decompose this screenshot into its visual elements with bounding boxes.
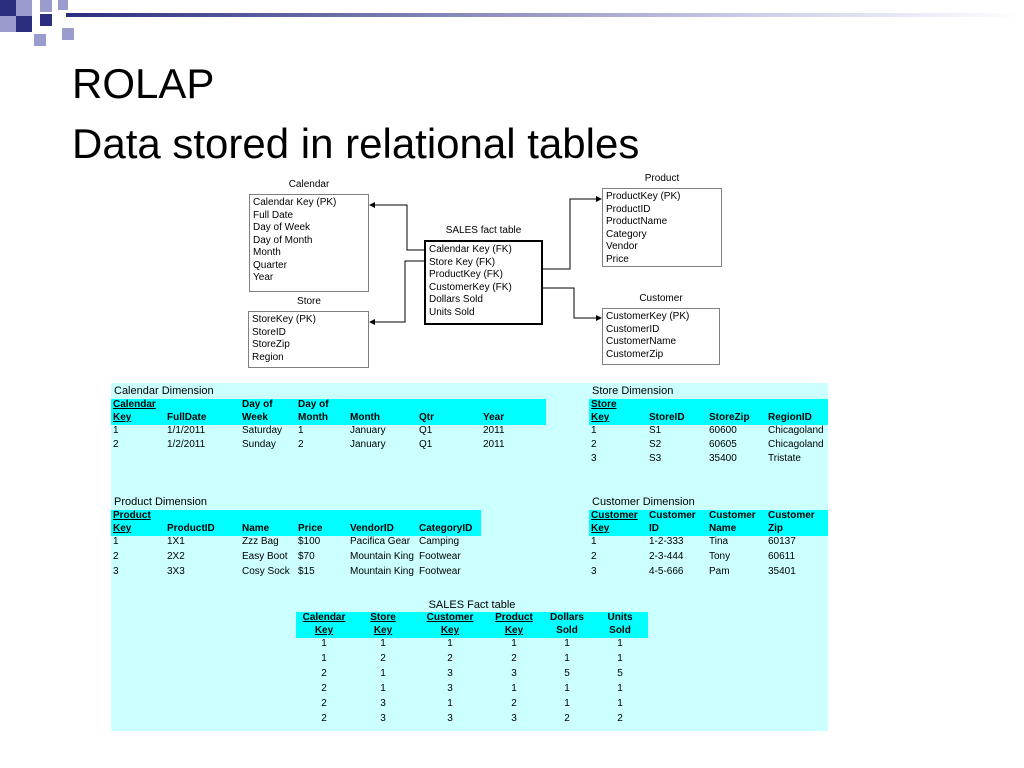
fact-field: Dollars Sold [429,294,483,305]
table-cell: Tristate [768,453,801,464]
table-cell: 1 [617,698,623,709]
table-cell: S1 [649,425,662,436]
table-cell: 2 [617,713,623,724]
column-header [707,399,766,412]
column-header: Year [481,412,546,425]
calendar-field: Year [253,272,274,283]
store-field: Region [252,351,284,363]
calendar-field: Day of Week [253,222,311,233]
calendar-field: Full Date [253,209,294,221]
column-header: ID [647,523,707,536]
sales-fact-entity-box [424,240,543,325]
column-header: Key [414,625,486,638]
table-row [296,713,648,728]
column-header: Day of [296,399,348,412]
column-header: RegionID [766,412,828,425]
table-cell: 1 [380,638,386,649]
table-cell: 1 [564,698,570,709]
table-row [589,425,828,439]
table-cell: Chicagoland [768,439,824,450]
customer-dimension-table [589,510,828,581]
column-header [296,510,348,523]
store-dimension-title: Store Dimension [592,385,674,397]
table-cell: 3 [447,683,453,694]
column-header: Month [296,412,348,425]
column-header: ProductID [165,523,240,536]
table-cell: 3 [380,698,386,709]
table-cell: 3 [591,453,597,464]
table-cell: 4-5-666 [649,566,684,577]
table-cell: 1/1/2011 [167,425,206,436]
table-cell: Zzz Bag [242,536,279,547]
table-row [296,698,648,713]
column-header: Key [296,625,352,638]
table-cell: 2 [511,698,517,709]
table-cell: Q1 [419,425,433,436]
table-row [111,439,546,453]
column-header: Store [352,612,414,625]
table-cell: Q1 [419,439,433,450]
table-cell: Tony [709,551,731,562]
fact-field: Store Key (FK) [429,256,496,268]
table-cell: 2 [321,698,327,709]
table-cell: Saturday [242,425,283,436]
calendar-field: Calendar Key (PK) [253,197,337,208]
calendar-field: Month [253,247,281,258]
table-cell: 1 [447,638,453,649]
column-header [165,399,240,412]
calendar-dimension-title: Calendar Dimension [114,385,214,397]
sales-fact-table [296,612,648,728]
table-cell: 2 [591,439,597,450]
column-header [240,510,296,523]
column-header: Calendar [296,612,352,625]
table-cell: 1 [113,536,119,547]
store-dimension-table [589,399,828,467]
product-box-label: Product [644,173,680,184]
table-cell: 3 [511,713,517,724]
product-field: ProductID [606,203,651,215]
customer-dimension-title: Customer Dimension [592,496,695,508]
column-header: Price [296,523,348,536]
table-cell: Footwear [419,551,461,562]
column-header: StoreID [647,412,707,425]
table-row [111,566,481,581]
fact-field: Units Sold [429,306,475,318]
customer-box-label: Customer [639,293,683,304]
table-cell: Easy Boot [242,551,288,562]
table-cell: Pam [709,566,730,577]
column-header: Sold [542,625,592,638]
column-header: Key [589,523,647,536]
table-cell: $70 [298,551,315,562]
table-row [296,668,648,683]
table-cell: 35400 [709,453,737,464]
calendar-dimension-table [111,399,546,453]
table-cell: 1 [617,638,623,649]
customer-field: CustomerZip [606,348,664,360]
table-cell: Mountain King [350,551,414,562]
column-header: Dollars [542,612,592,625]
title-line-1: ROLAP [72,60,215,107]
product-field: Price [606,253,629,265]
connector-calendar [370,205,424,250]
column-header: Key [352,625,414,638]
column-header: VendorID [348,523,417,536]
table-cell: 2011 [483,425,505,436]
table-cell: January [350,425,386,436]
data-sheet [111,383,828,731]
connector-customer [543,288,601,318]
calendar-entity-box [249,194,369,292]
table-cell: 60600 [709,425,737,436]
column-header [165,510,240,523]
column-header: Zip [766,523,828,536]
column-header: StoreZip [707,412,766,425]
column-header: Key [486,625,542,638]
table-cell: January [350,439,386,450]
column-header [348,399,417,412]
table-cell: 35401 [768,566,796,577]
table-cell: 1 [564,638,570,649]
table-cell: 1 [591,536,597,547]
table-cell: 2011 [483,439,505,450]
table-row [111,551,481,566]
connector-store [370,261,424,322]
column-header [417,510,481,523]
table-cell: 3 [113,566,119,577]
column-header: Month [348,412,417,425]
product-field: ProductKey (PK) [606,191,681,202]
table-cell: 2 [113,551,119,562]
table-cell: Footwear [419,566,461,577]
table-cell: 1 [321,638,327,649]
product-dimension-table [111,510,481,581]
table-cell: Chicagoland [768,425,824,436]
table-row [589,551,828,566]
table-cell: 2 [511,653,517,664]
table-cell: 2 [113,439,119,450]
column-header: Sold [592,625,648,638]
table-cell: 60605 [709,439,737,450]
table-cell: 2 [564,713,570,724]
column-header: Customer [707,510,766,523]
table-cell: 60137 [768,536,796,547]
customer-entity-box [602,308,720,365]
column-header: Key [111,523,165,536]
product-field: ProductName [606,216,668,227]
table-cell: 5 [617,668,623,679]
connector-product [543,199,601,269]
store-entity-box [248,311,369,368]
table-cell: 1/2/2011 [167,439,206,450]
column-header: Product [486,612,542,625]
column-header: Qtr [417,412,481,425]
table-row [589,453,828,467]
table-cell: 1 [298,425,304,436]
table-cell: 3 [591,566,597,577]
fact-field: Calendar Key (FK) [429,244,512,255]
table-cell: 1 [591,425,597,436]
column-header: Customer [589,510,647,523]
table-cell: 1-2-333 [649,536,684,547]
table-cell: 2 [321,713,327,724]
customer-field: CustomerName [606,336,677,347]
table-cell: 1 [511,638,517,649]
column-header: Name [240,523,296,536]
table-row [296,683,648,698]
column-header: Units [592,612,648,625]
table-cell: Pacifica Gear [350,536,411,547]
table-row [111,536,481,551]
column-header [481,399,546,412]
column-header: Store [589,399,647,412]
table-cell: 1 [321,653,327,664]
store-field: StoreZip [252,339,290,350]
title-line-2: Data stored in relational tables [72,120,640,167]
column-header: Customer [647,510,707,523]
column-header: Key [589,412,647,425]
column-header: Week [240,412,296,425]
table-cell: $15 [298,566,315,577]
product-dimension-title: Product Dimension [114,496,207,508]
customer-field: CustomerID [606,323,660,335]
customer-field: CustomerKey (PK) [606,311,690,322]
table-cell: 2 [380,653,386,664]
calendar-field: Quarter [253,259,287,271]
table-cell: 1 [511,683,517,694]
table-cell: Tina [709,536,729,547]
store-box-label: Store [297,296,321,307]
table-cell: 2-3-444 [649,551,684,562]
column-header: Customer [766,510,828,523]
table-row [589,566,828,581]
table-row [589,536,828,551]
table-cell: 2 [321,668,327,679]
table-cell: 1 [113,425,119,436]
table-cell: 3 [447,668,453,679]
column-header: Customer [414,612,486,625]
table-cell: 2 [321,683,327,694]
column-header [348,510,417,523]
table-cell: 3 [447,713,453,724]
table-row [296,638,648,653]
product-entity-box [602,188,722,267]
table-cell: 5 [564,668,570,679]
table-cell: 1 [380,683,386,694]
table-cell: 2 [298,439,304,450]
table-cell: 3 [511,668,517,679]
fact-field: ProductKey (FK) [429,269,503,280]
store-field: StoreKey (PK) [252,314,316,325]
product-field: Vendor [606,241,638,252]
fact-box-label: SALES fact table [445,225,522,236]
table-cell: 1 [564,683,570,694]
column-header [766,399,828,412]
table-cell: 1 [617,653,623,664]
calendar-box-label: Calendar [288,179,330,190]
product-field: Category [606,228,647,240]
table-cell: $100 [298,536,321,547]
column-header: FullDate [165,412,240,425]
calendar-field: Day of Month [253,234,313,246]
store-field: StoreID [252,326,286,338]
table-cell: S2 [649,439,662,450]
table-cell: 3 [380,713,386,724]
table-cell: 1 [380,668,386,679]
table-cell: Camping [419,536,460,547]
sales-fact-title: SALES Fact table [428,599,516,611]
table-cell: 60611 [768,551,796,562]
fact-field: CustomerKey (FK) [429,281,512,293]
table-cell: 2 [447,653,453,664]
column-header: Key [111,412,165,425]
table-row [111,425,546,439]
column-header: CategoryID [417,523,481,536]
table-cell: Mountain King [350,566,414,577]
table-cell: 1 [617,683,623,694]
column-header: Calendar [111,399,165,412]
table-cell: 2X2 [167,551,185,562]
column-header: Day of [240,399,296,412]
table-cell: Sunday [242,439,276,450]
table-cell: 1 [564,653,570,664]
table-cell: S3 [649,453,662,464]
column-header [647,399,707,412]
table-cell: 3X3 [167,566,185,577]
column-header: Name [707,523,766,536]
table-cell: 1X1 [167,536,185,547]
column-header: Product [111,510,165,523]
table-cell: 2 [591,551,597,562]
table-row [296,653,648,668]
table-row [589,439,828,453]
table-cell: 1 [447,698,453,709]
table-cell: Cosy Sock [242,566,290,577]
column-header [417,399,481,412]
